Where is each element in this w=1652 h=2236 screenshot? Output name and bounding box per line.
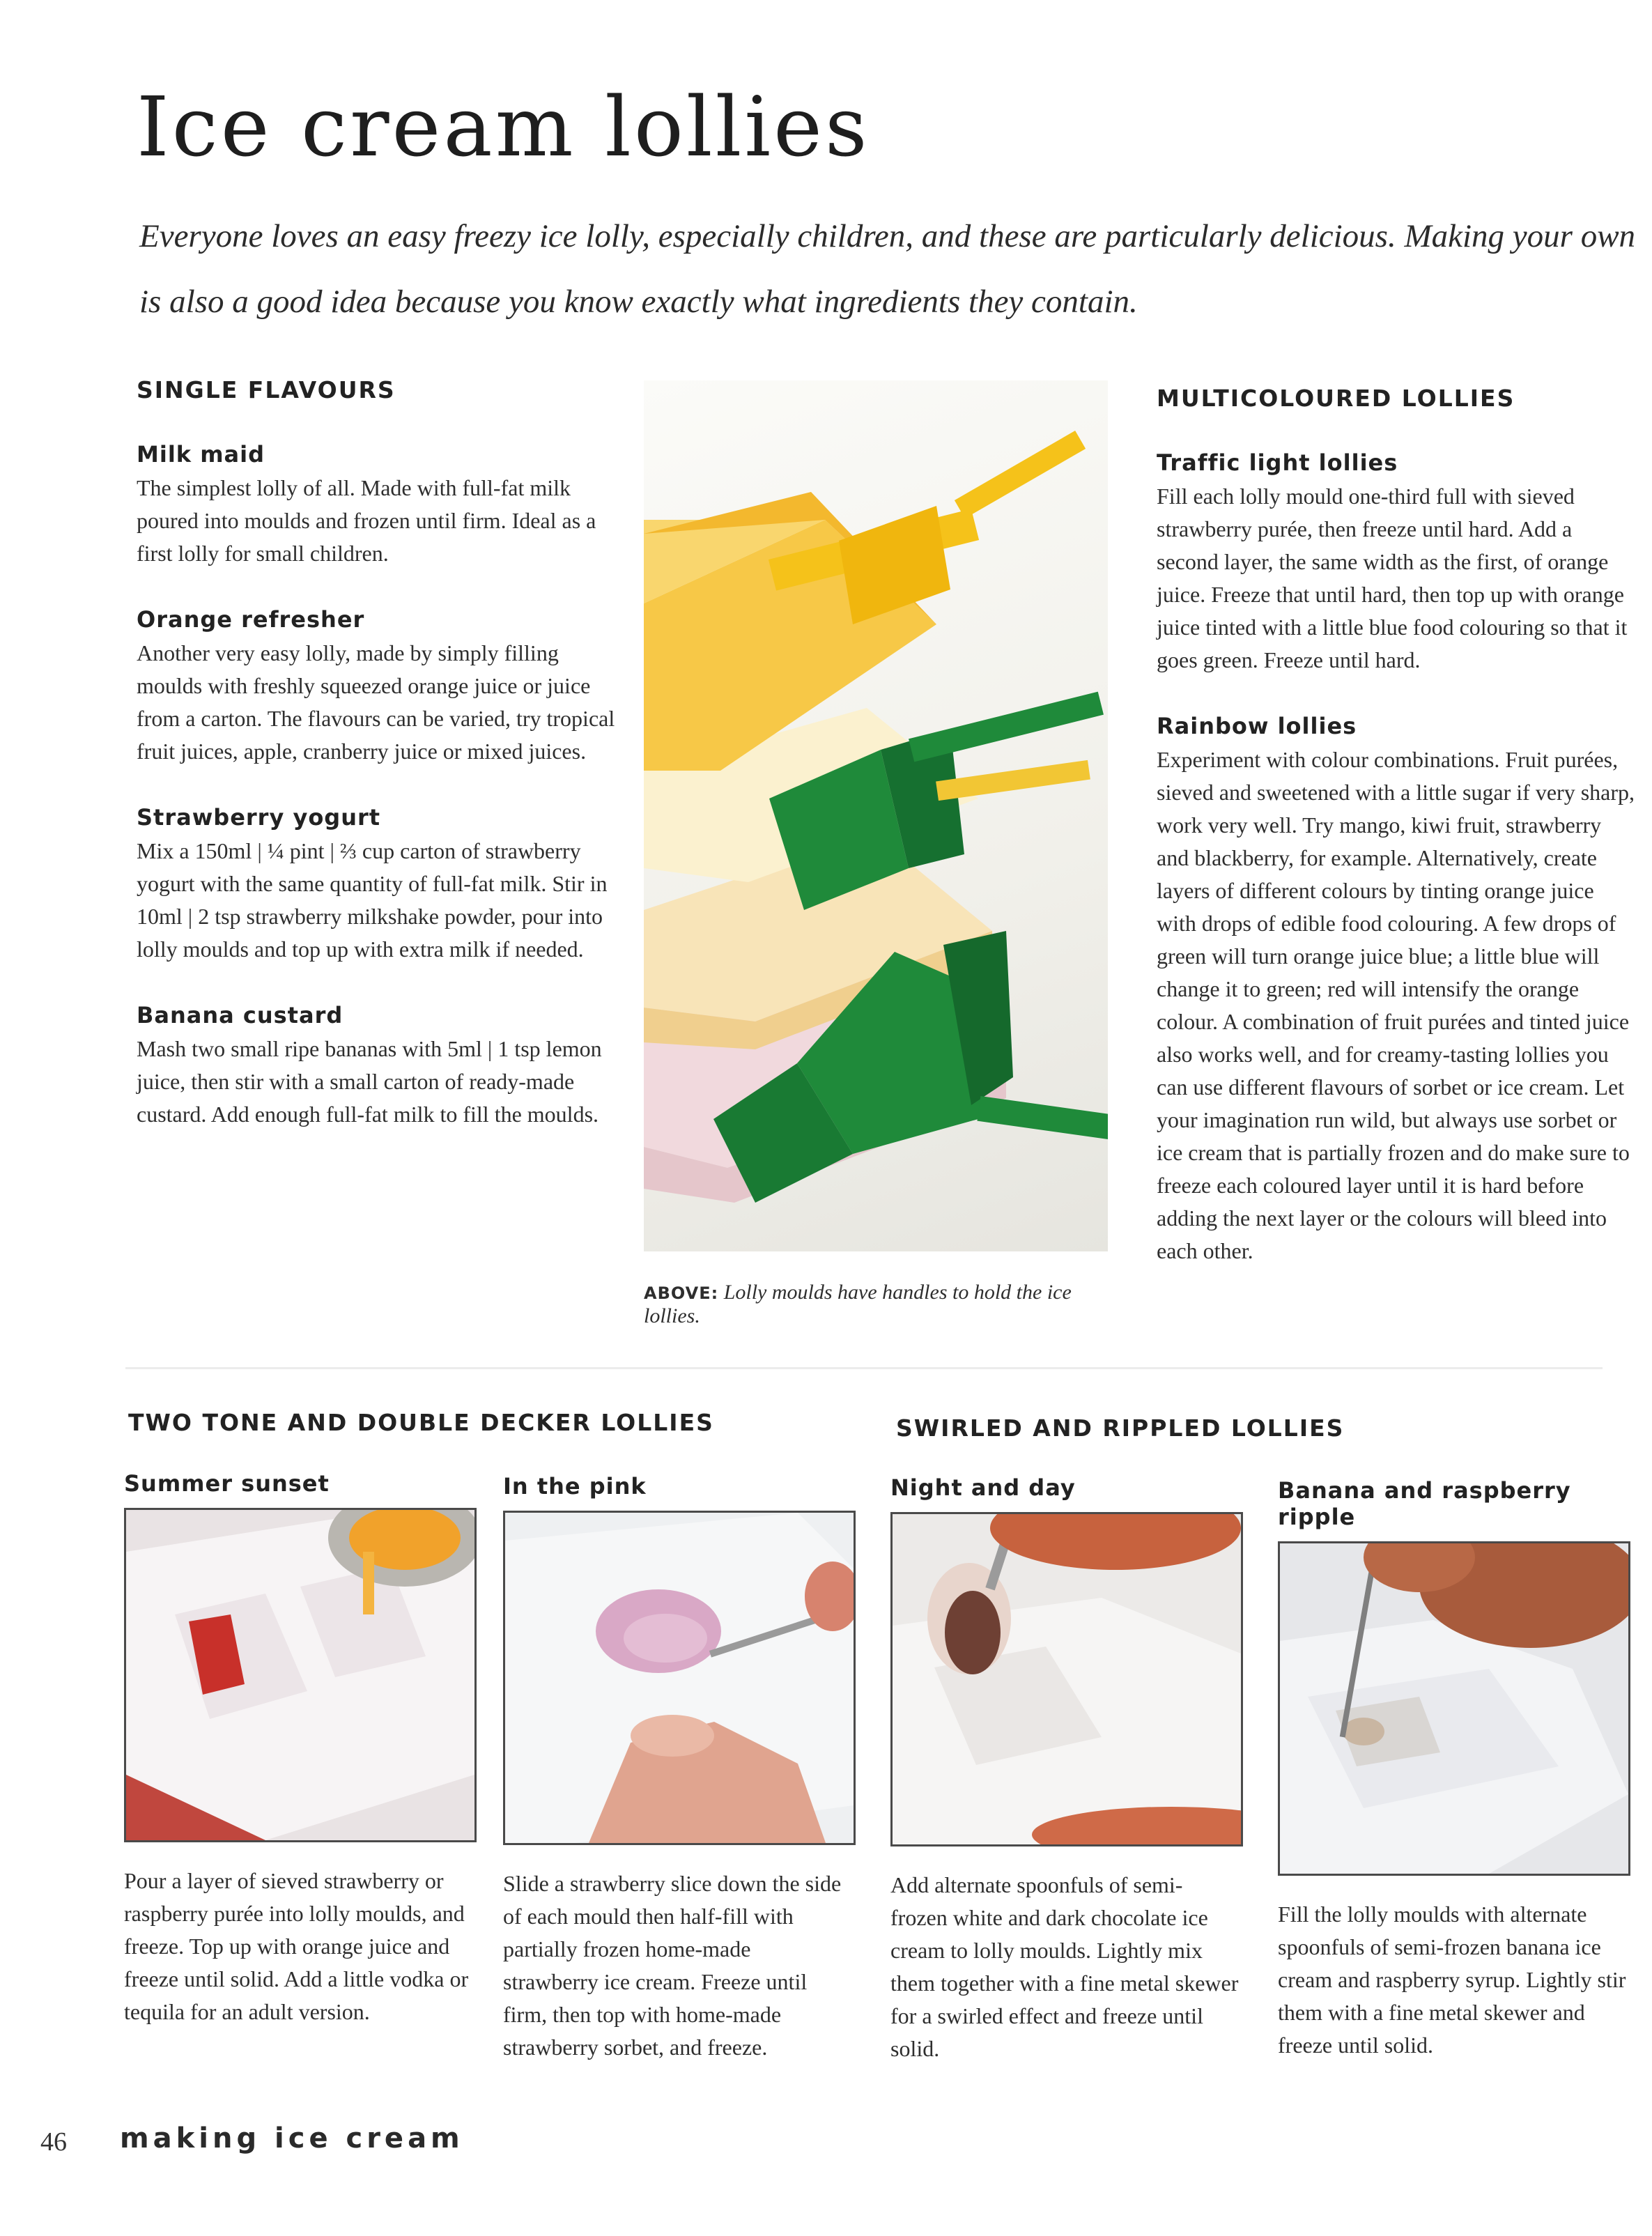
intro-text: Everyone loves an easy freezy ice lolly, especially children, and these are particularly delicious. Making your own is also a good idea because you know exactly what ingredients they contain. bbox=[139, 218, 1636, 320]
recipe-item bbox=[137, 606, 617, 768]
running-footer: making ice cream bbox=[120, 2122, 464, 2154]
photo-caption bbox=[644, 1281, 1132, 1328]
step-name: Summer sunset bbox=[124, 1470, 330, 1497]
section-heading: MULTICOLOURED LOLLIES bbox=[1157, 385, 1515, 412]
step-text: Pour a layer of sieved strawberry or raspberry purée into lolly moulds, and freeze. Top up with orange juice and freeze until solid. Add a little vodka or tequila for an adult version. bbox=[124, 1868, 469, 2024]
page-number: 46 bbox=[40, 2127, 67, 2157]
recipe-item bbox=[1157, 449, 1637, 677]
recipe-item bbox=[137, 441, 617, 570]
step-text: Fill the lolly moulds with alternate spoonfuls of semi-frozen banana ice cream and raspberry syrup. Lightly stir them with a fine metal skewer and freeze until solid. bbox=[1278, 1902, 1626, 2058]
step-text: Add alternate spoonfuls of semi-frozen white and dark chocolate ice cream to lolly moulds. Lightly mix them together with a fine metal skewer for a swirled effect and freeze until solid. bbox=[890, 1872, 1239, 2061]
recipe-name: Milk maid bbox=[137, 441, 265, 468]
recipe-name: Traffic light lollies bbox=[1157, 449, 1398, 476]
recipe-text: Another very easy lolly, made by simply filling moulds with freshly squeezed orange juice or juice from a carton. The flavours can be varied, try tropical fruit juices, apple, cranberry juice or mixed juices. bbox=[137, 640, 615, 764]
step-photo-summer-sunset bbox=[124, 1508, 477, 1842]
step-name: In the pink bbox=[503, 1473, 647, 1499]
step-photo-banana-raspberry-ripple bbox=[1278, 1541, 1630, 1876]
recipe-item bbox=[1157, 713, 1637, 1267]
step-summer-sunset bbox=[124, 1470, 477, 2028]
recipe-text: Mix a 150ml | ¼ pint | ⅔ cup carton of strawberry yogurt with the same quantity of full-fat milk. Stir in 10ml | 2 tsp strawberry milkshake powder, pour into lolly moulds and top up with extra milk if needed. bbox=[137, 838, 608, 962]
single-flavours-section bbox=[137, 376, 617, 1167]
caption-text: Lolly moulds have handles to hold the ice lollies. bbox=[644, 1281, 1072, 1327]
recipe-name: Rainbow lollies bbox=[1157, 713, 1357, 739]
caption-label: ABOVE: bbox=[644, 1283, 719, 1303]
recipe-text: Experiment with colour combinations. Fruit purées, sieved and sweetened with a little sugar if very sharp, work very well. Try mango, kiwi fruit, strawberry and blackberry, for example. Alternatively, create layers of different colours by tinting orange juice with drops of edible food colouring. A few drops of green will turn orange juice blue; a little blue will change it to green; red will intensify the orange colour. A combination of fruit purées and tinted juice also works well, and for creamy-tasting lollies you can use different flavours of sorbet or ice cream. Let your imagination run wild, but always use sorbet or ice cream that is partially frozen and do make sure to freeze each coloured layer until it is hard before adding the next layer or the colours will bleed into each other. bbox=[1157, 747, 1635, 1263]
recipe-name: Banana custard bbox=[137, 1002, 343, 1028]
step-banana-raspberry-ripple bbox=[1278, 1477, 1652, 2062]
recipe-name: Orange refresher bbox=[137, 606, 365, 633]
step-name: Night and day bbox=[890, 1474, 1076, 1501]
lolly-illustration bbox=[644, 380, 1108, 1251]
step-photo-night-and-day bbox=[890, 1512, 1243, 1846]
swirled-heading: SWIRLED AND RIPPLED LOLLIES bbox=[896, 1414, 1345, 1442]
page-title: Ice cream lollies bbox=[137, 79, 870, 175]
section-heading: SINGLE FLAVOURS bbox=[137, 376, 396, 403]
main-photo-lollies bbox=[644, 380, 1108, 1251]
recipe-text: Mash two small ripe bananas with 5ml | 1 tsp lemon juice, then stir with a small carton of ready-made custard. Add enough full-fat milk to fill the moulds. bbox=[137, 1036, 602, 1127]
step-text: Slide a strawberry slice down the side of each mould then half-fill with partially frozen home-made strawberry ice cream. Freeze until firm, then top with home-made strawberry sorbet, and freeze. bbox=[503, 1871, 842, 2060]
multicoloured-section bbox=[1157, 385, 1637, 1304]
recipe-text: The simplest lolly of all. Made with full-fat milk poured into moulds and frozen until firm. Ideal as a first lolly for small children. bbox=[137, 475, 596, 566]
recipe-item bbox=[137, 804, 617, 966]
recipe-text: Fill each lolly mould one-third full with sieved strawberry purée, then freeze until hard. Add a second layer, the same width as the first, of orange juice. Freeze that until hard, then top up with orange juice tinted with a little blue food colouring so that it goes green. Freeze until hard. bbox=[1157, 484, 1628, 672]
step-night-and-day bbox=[890, 1474, 1243, 2065]
recipe-item bbox=[137, 1002, 617, 1131]
two-tone-heading: TWO TONE AND DOUBLE DECKER LOLLIES bbox=[128, 1409, 714, 1436]
recipe-name: Strawberry yogurt bbox=[137, 804, 381, 831]
divider bbox=[125, 1367, 1603, 1369]
step-in-the-pink bbox=[503, 1473, 856, 2064]
step-photo-in-the-pink bbox=[503, 1511, 856, 1845]
step-name: Banana and raspberry ripple bbox=[1278, 1477, 1571, 1530]
